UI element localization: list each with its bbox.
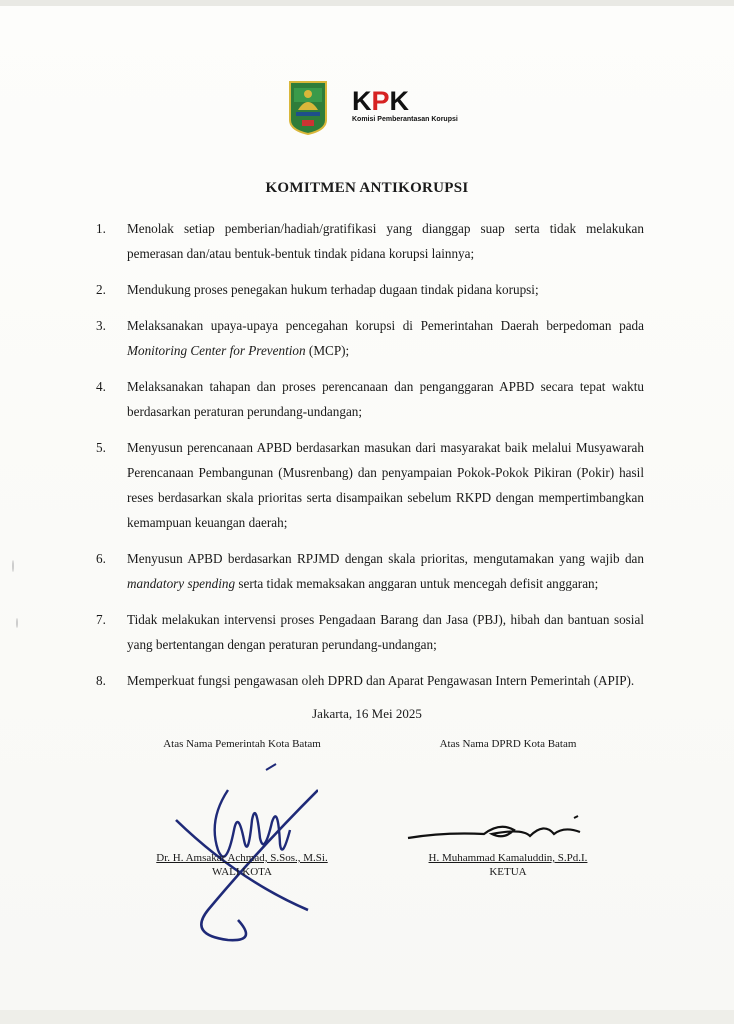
list-item [96,668,644,693]
scan-speck [16,618,18,628]
signature-right-icon [404,808,594,854]
on-behalf-label: Atas Nama DPRD Kota Batam [439,738,577,750]
item-number: 4. [96,379,106,394]
signatory-name: H. Muhammad Kamaluddin, S.Pd.I. [428,852,588,864]
kpk-subtitle: Komisi Pemberantasan Korupsi [352,116,458,123]
list-item [96,216,644,266]
item-text: Melaksanakan tahapan dan proses perencanaan dan penganggaran APBD secara tepat waktu berdasarkan peraturan perundang-undangan; [127,379,644,419]
batam-emblem-icon [288,80,328,136]
item-text-before: Menyusun APBD berdasarkan RPJMD dengan skala prioritas, mengutamakan yang wajib dan [127,551,644,566]
item-text [127,313,644,363]
item-text: Tidak melakukan intervensi proses Pengadaan Barang dan Jasa (PBJ), hibah dan bantuan sosial yang bertentangan dengan peraturan perundang-undangan; [127,612,644,652]
scan-edge-top [0,0,734,6]
scan-edge-bottom [0,1010,734,1024]
list-item [96,374,644,424]
item-number: 7. [96,612,106,627]
list-item [96,546,644,596]
item-text-after: (MCP); [305,343,350,358]
item-number: 8. [96,673,106,688]
commitment-list [96,216,644,704]
item-text-after: serta tidak memaksakan anggaran untuk mencegah defisit anggaran; [235,576,599,591]
scan-speck [12,560,14,572]
list-item [96,313,644,363]
list-item [96,277,644,302]
item-number: 1. [96,221,106,236]
item-number: 6. [96,551,106,566]
item-text-before: Melaksanakan upaya-upaya pencegahan korupsi di Pemerintahan Daerah berpedoman pada [127,318,644,333]
kpk-logo-text: KPK [352,88,410,112]
item-text: Mendukung proses penegakan hukum terhadap dugaan tindak pidana korupsi; [127,282,539,297]
list-item [96,435,644,535]
place-date: Jakarta, 16 Mei 2025 [312,706,422,721]
on-behalf-label: Atas Nama Pemerintah Kota Batam [163,738,321,750]
item-text-italic: Monitoring Center for Prevention [127,343,306,358]
header-logos [288,80,488,140]
item-text: Memperkuat fungsi pengawasan oleh DPRD dan Aparat Pengawasan Intern Pemerintah (APIP). [127,673,635,688]
signatory-name: Dr. H. Amsakar Achmad, S.Sos., M.Si. [156,852,328,864]
item-text-italic: mandatory spending [127,576,236,591]
item-number: 3. [96,318,106,333]
item-text: Menyusun perencanaan APBD berdasarkan masukan dari masyarakat baik melalui Musyawarah Perencanaan Pembangunan (Musrenbang) dan penyampaian Pokok-Pokok Pikiran (Pokir) hasil reses berdasarkan skala prioritas serta disampaikan sebelum RKPD dengan mempertimbangkan kemampuan keuangan daerah; [127,440,644,530]
signature-block-left [112,738,372,878]
item-text: Menolak setiap pemberian/hadiah/gratifikasi yang dianggap suap serta tidak melakukan pemerasan dan/atau bentuk-bentuk tindak pidana korupsi lainnya; [127,221,644,261]
kpk-logo-icon [352,88,438,112]
signature-block-right [378,738,638,878]
item-number: 5. [96,440,106,455]
list-item [96,607,644,657]
signatory-role: KETUA [489,866,527,878]
item-number: 2. [96,282,106,297]
document-title: KOMITMEN ANTIKORUPSI [265,180,469,196]
item-text [127,546,644,596]
signatory-role: WALI KOTA [212,866,272,878]
